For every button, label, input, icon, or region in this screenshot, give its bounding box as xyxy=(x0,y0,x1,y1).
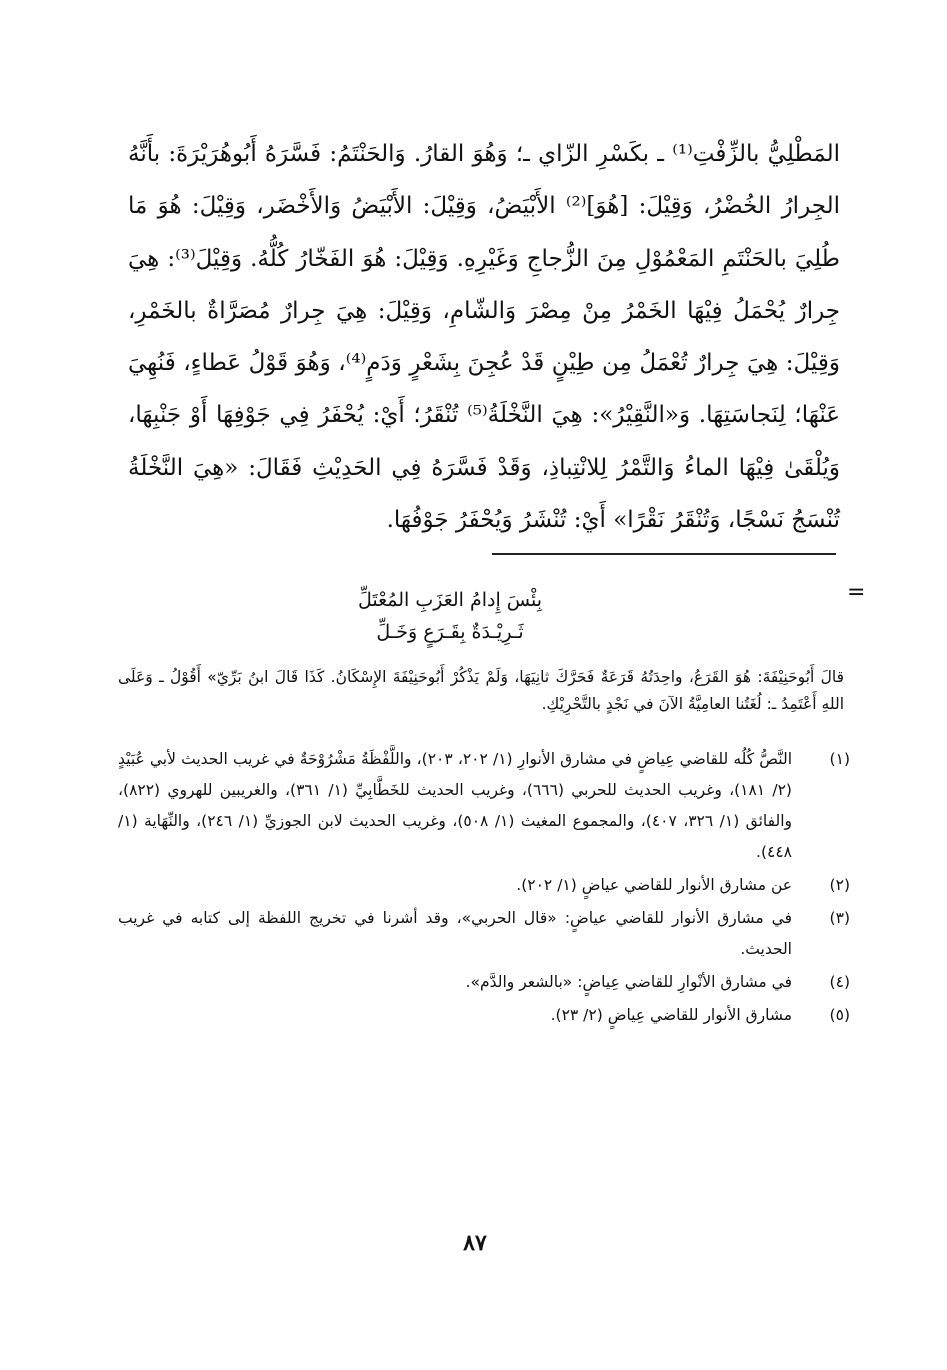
footnote-number: (١) xyxy=(829,750,850,768)
poetry-verse xyxy=(300,584,600,648)
footnote-text: النَّصُّ كُلُه للقاضي عِياضٍ في مشارق الأنوارِ (١/ ٢٠٢، ٢٠٣)، واللَّفْظَةُ مَشْرُوْحَةٌ في غريب الحديث لأبي عُبَيْدٍ (٢/ ١٨١)، وغريب الحديث للحربي (٦٦٦)، وغريب الحديث للخَطَّابِيِّ (١/ ٣٦١)، والغريبين للهروي (٨٢٢)، والفائق (١/ ٣٢٦، ٤٠٧)، والمجموع المغيث (١/ ٥٠٨)، وغريب الحديث لابن الجوزيِّ (١/ ٢٤٦)، والنِّهَاية (١/ ٤٤٨). xyxy=(118,750,792,861)
footnote-separator-rule xyxy=(492,553,836,555)
verse-line-1: بِئْسَ إِدامُ العَزَبِ المُعْتَلِّ xyxy=(357,589,543,611)
continuation-mark: = xyxy=(847,580,866,605)
footnote-continuation: قالَ أَبُوحَنِيْفَةَ: هُوَ القَرَعُ، واحِدَتُهُ قَرَعَةٌ فَحَرَّكَ ثانِيَهَا، وَلَمْ يَذْكُرْ أَبُوحَنِيْفَةَ الإِسْكَانُ. كَذَا قَالَ ابنُ بَرِّيّ» أَقُوْلُ ـ وَعَلَى اللهِ أَعْتَمِدُ ـ: لُغَتُنا العامِيَّةُ الآنَ في نَجْدٍ بالتَّحْرِيْكِ. xyxy=(118,668,844,713)
footnote-item xyxy=(118,903,850,965)
main-paragraph: المَطْلِيُّ بالزِّفْتِ⁽¹⁾ ـ بكَسْرِ الزّاي ـ؛ وَهُوَ القارُ. وَالحَنْتَمُ: فَسَّرَهُ أَبُوهُرَيْرَةَ: بأَنَّهُ الجِرارُ الخُضْرُ، وَقِيْلَ: [هُوَ]⁽²⁾ الأَبْيَضُ، وَقِيْلَ: الأَبْيَضُ وَالأَخْضَر، وَقِيْلَ: هُوَ مَا طُلِيَ بالحَنْتَمِ المَعْمُوْلِ مِنَ الزُّجاجِ وَغَيْرِهِ. وَقِيْلَ: هُوَ الفَخّارُ كُلُّهُ. وَقِيْلَ⁽³⁾: هِيَ جِرارٌ يُحْمَلُ فِيْهَا الخَمْرُ مِنْ مِصْرَ وَالشّامِ، وَقِيْلَ: هِيَ جِرارٌ مُصَرَّاةٌ بالخَمْرِ، وَقِيْلَ: هِيَ جِرارٌ تُعْمَلُ مِن طِيْنٍ قَدْ عُجِنَ بِشَعْرٍ وَدَمٍ⁽⁴⁾، وَهُوَ قَوْلُ عَطاءٍ، فَنُهِيَ عَنْهَا؛ لِنَجاسَتِهَا. وَ«النَّقِيْرُ»: هِيَ النَّخْلَةُ⁽⁵⁾ تُنْقَرُ؛ أَيْ: يُحْفَرُ فِي جَوْفِهَا أَوْ جَنْبِهَا، وَيُلْقَىٰ فِيْهَا الماءُ وَالتَّمْرُ لِلانْتِباذِ، وَقَدْ فَسَّرَهُ فِي الحَدِيْثِ فَقَالَ: «هِيَ النَّخْلَةُ تُنْسَجُ نَسْجًا، وَتُنْقَرُ نَقْرًا» أَيْ: تُنْشَرُ وَيُحْفَرُ جَوْفُهَا. xyxy=(128,141,841,534)
verse-line-2: ثَـرِيْـدَةٌ بِقَـرَعٍ وَخَـلِّ xyxy=(376,621,524,643)
footnote-item xyxy=(118,870,850,901)
footnote-item xyxy=(118,1000,850,1031)
footnote-text: في مشارق الأنْوارِ للقاضي عِياضٍ: «بالشعر والدَّم». xyxy=(465,973,792,991)
footnote-number: (٥) xyxy=(829,1006,850,1024)
footnote-item xyxy=(118,967,850,998)
main-text-block xyxy=(128,128,840,546)
footnote-number: (٤) xyxy=(829,973,850,991)
footnote-item xyxy=(118,744,850,868)
footnote-text: عن مشارق الأنوار للقاضي عياضٍ (١/ ٢٠٢). xyxy=(516,876,792,894)
footnote-text: في مشارق الأنوار للقاضي عياضٍ: «قال الحربي»، وقد أشرنا في تخريج اللفظة إلى كتابه في غريب الحديث. xyxy=(118,909,792,958)
footnotes-list xyxy=(118,744,850,1033)
footnote-number: (٣) xyxy=(829,909,850,927)
footnote-number: (٢) xyxy=(829,876,850,894)
page-number: ٨٧ xyxy=(463,1230,487,1256)
footnote-text: مشارق الأنوار للقاضي عِياضٍ (٢/ ٢٣). xyxy=(550,1006,792,1024)
